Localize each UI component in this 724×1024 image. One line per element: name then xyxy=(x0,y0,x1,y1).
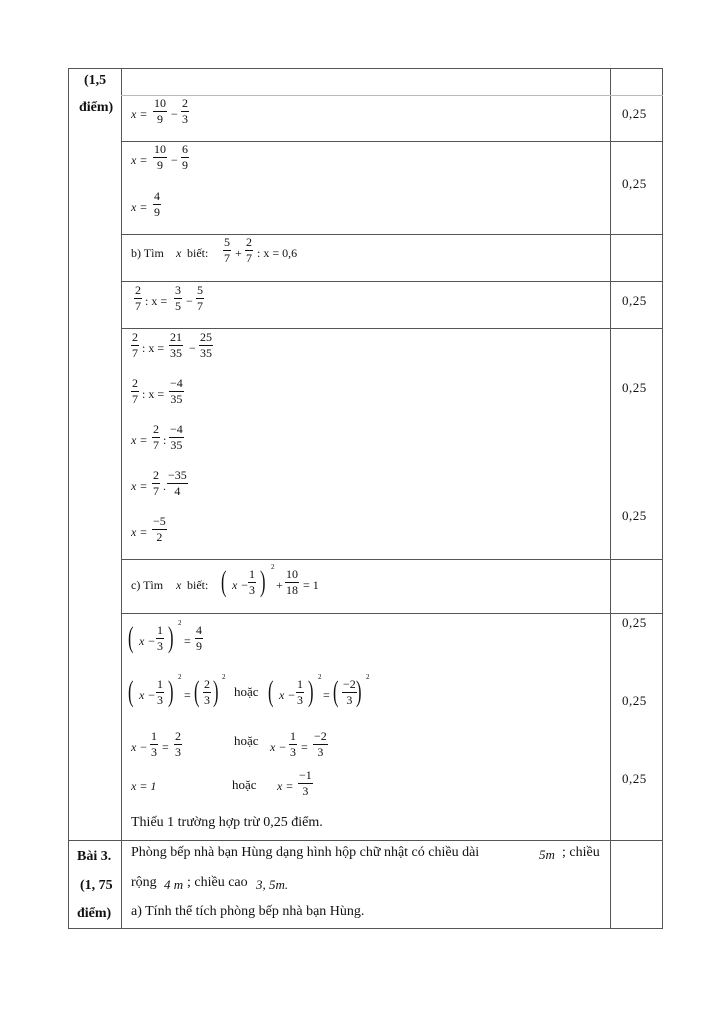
a-step2-lhs: x = xyxy=(131,153,148,167)
bai3-question-a: a) Tính thể tích phòng bếp nhà bạn Hùng. xyxy=(131,904,365,919)
paren-close: ) xyxy=(168,621,174,654)
fraction: 10 9 xyxy=(154,142,166,172)
fraction: 1 3 xyxy=(157,623,163,653)
fraction: 2 3 xyxy=(204,677,210,707)
fraction: 5 7 xyxy=(224,235,230,265)
fraction: 2 7 xyxy=(132,376,138,406)
bai3-points-line2: điểm) xyxy=(77,906,112,921)
fraction: −5 2 xyxy=(153,514,166,544)
exponent: 2 xyxy=(366,673,370,681)
exponent: 2 xyxy=(178,673,182,681)
expression: x − xyxy=(232,578,249,592)
operator: + xyxy=(235,246,242,260)
fraction: −2 3 xyxy=(343,677,356,707)
expression: x = xyxy=(131,433,148,447)
expression: : x = xyxy=(142,387,165,401)
expression: x = xyxy=(131,525,148,539)
expression: x = xyxy=(277,779,294,793)
fraction: 5 7 xyxy=(197,283,203,313)
operator: = xyxy=(184,634,191,648)
operator: = xyxy=(162,740,169,754)
fraction: −2 3 xyxy=(314,729,327,759)
fraction: 6 9 xyxy=(182,142,188,172)
operator: = xyxy=(184,688,191,702)
row-divider xyxy=(121,559,663,560)
paren-open: ( xyxy=(221,565,227,598)
exponent: 2 xyxy=(178,619,182,627)
operator: − xyxy=(189,341,196,355)
fraction: −35 4 xyxy=(168,468,187,498)
c-note: Thiếu 1 trường hợp trừ 0,25 điểm. xyxy=(131,815,323,830)
score: 0,25 xyxy=(622,293,647,308)
table-border-right xyxy=(662,68,663,929)
row-divider xyxy=(121,328,663,329)
fraction: 2 3 xyxy=(175,729,181,759)
score: 0,25 xyxy=(622,508,647,523)
operator: − xyxy=(186,294,193,308)
bai3-title: Bài 3. xyxy=(77,849,112,864)
paren-close: ) xyxy=(308,675,314,708)
row-divider xyxy=(121,234,663,235)
table-border-bottom xyxy=(68,928,663,929)
paren-close: ) xyxy=(168,675,174,708)
exponent: 2 xyxy=(271,563,275,571)
bai3-line1: Phòng bếp nhà bạn Hùng dạng hình hộp chữ nhật có chiều dài xyxy=(131,845,480,860)
expression: x − xyxy=(270,740,287,754)
c-title-suffix: biết: xyxy=(187,578,209,592)
bai3-width: 4 m xyxy=(164,877,184,892)
fraction: −4 35 xyxy=(170,422,183,452)
b-title-suffix: biết: xyxy=(187,246,209,260)
fraction: 10 18 xyxy=(286,567,298,597)
expression: x − xyxy=(279,688,296,702)
bai3-height: 3, 5m. xyxy=(256,877,289,892)
fraction: 2 7 xyxy=(153,468,159,498)
operator: + xyxy=(276,578,283,592)
fraction: 2 3 xyxy=(182,96,188,126)
exponent: 2 xyxy=(222,673,226,681)
expression: x − xyxy=(139,688,156,702)
score: 0,25 xyxy=(622,106,647,121)
fraction: 1 3 xyxy=(249,567,255,597)
fraction: 2 7 xyxy=(246,235,252,265)
row-divider xyxy=(121,613,663,614)
c-title-prefix: c) Tìm xyxy=(131,578,164,592)
expression: = 1 xyxy=(303,578,319,592)
bai2-points-line1: (1,5 xyxy=(84,73,107,88)
score: 0,25 xyxy=(622,380,647,395)
column-divider-2 xyxy=(610,68,611,929)
paren-open: ( xyxy=(128,675,134,708)
fraction: 4 9 xyxy=(154,189,160,219)
paren-close: ) xyxy=(356,675,362,708)
table-border-top xyxy=(68,68,663,69)
operator: = xyxy=(323,688,330,702)
bai2-points-line2: điểm) xyxy=(79,100,114,115)
row-divider xyxy=(121,141,663,142)
expression: : x = xyxy=(142,341,165,355)
fraction: 2 7 xyxy=(132,330,138,360)
fraction: 1 3 xyxy=(151,729,157,759)
column-divider-1 xyxy=(121,68,122,929)
fraction: 4 9 xyxy=(196,623,202,653)
score: 0,25 xyxy=(622,693,647,708)
fraction: 2 7 xyxy=(135,283,141,313)
operator: − xyxy=(171,153,178,167)
b-title-prefix: b) Tìm xyxy=(131,246,164,260)
score: 0,25 xyxy=(622,771,647,786)
score: 0,25 xyxy=(622,615,647,630)
bai3-line1-end: ; chiều xyxy=(562,845,600,860)
fraction: 1 3 xyxy=(157,677,163,707)
fraction: 25 35 xyxy=(200,330,212,360)
expression: : x = xyxy=(145,294,168,308)
expression: x − xyxy=(139,634,156,648)
expression: x = 1 xyxy=(131,779,157,793)
or-word: hoặc xyxy=(232,777,257,792)
operator: : xyxy=(163,433,167,447)
b-title-rest: : x = 0,6 xyxy=(257,246,298,260)
fraction: 2 7 xyxy=(153,422,159,452)
bai3-length: 5m xyxy=(539,847,555,862)
paren-close: ) xyxy=(213,675,219,708)
operator: . xyxy=(163,479,166,493)
fraction: 1 3 xyxy=(297,677,303,707)
paren-open: ( xyxy=(194,675,200,708)
bai3-points-line1: (1, 75 xyxy=(80,878,113,893)
c-title-var: x xyxy=(176,578,182,592)
operator: = xyxy=(301,740,308,754)
fraction: 3 5 xyxy=(175,283,181,313)
paren-open: ( xyxy=(333,675,339,708)
expression: x = xyxy=(131,479,148,493)
operator: − xyxy=(171,107,178,121)
fraction: −1 3 xyxy=(299,768,312,798)
exponent: 2 xyxy=(318,673,322,681)
a-step3-lhs: x = xyxy=(131,200,148,214)
paren-open: ( xyxy=(128,621,134,654)
fraction: 10 9 xyxy=(154,96,166,126)
paren-close: ) xyxy=(260,565,266,598)
table-border-left xyxy=(68,68,69,929)
bai3-line2-b: ; chiều cao xyxy=(187,875,248,890)
row-divider xyxy=(121,281,663,282)
or-word: hoặc xyxy=(234,733,259,748)
fraction: 1 3 xyxy=(290,729,296,759)
fraction: −4 35 xyxy=(170,376,183,406)
expression: x − xyxy=(131,740,148,754)
fraction: 21 35 xyxy=(170,330,182,360)
a-step1-lhs: x = xyxy=(131,107,148,121)
b-title-var: x xyxy=(176,246,182,260)
row-divider xyxy=(68,840,663,841)
bai3-line2-a: rộng xyxy=(131,875,157,890)
paren-open: ( xyxy=(268,675,274,708)
row-divider xyxy=(121,95,663,96)
or-word: hoặc xyxy=(234,684,259,699)
score: 0,25 xyxy=(622,176,647,191)
